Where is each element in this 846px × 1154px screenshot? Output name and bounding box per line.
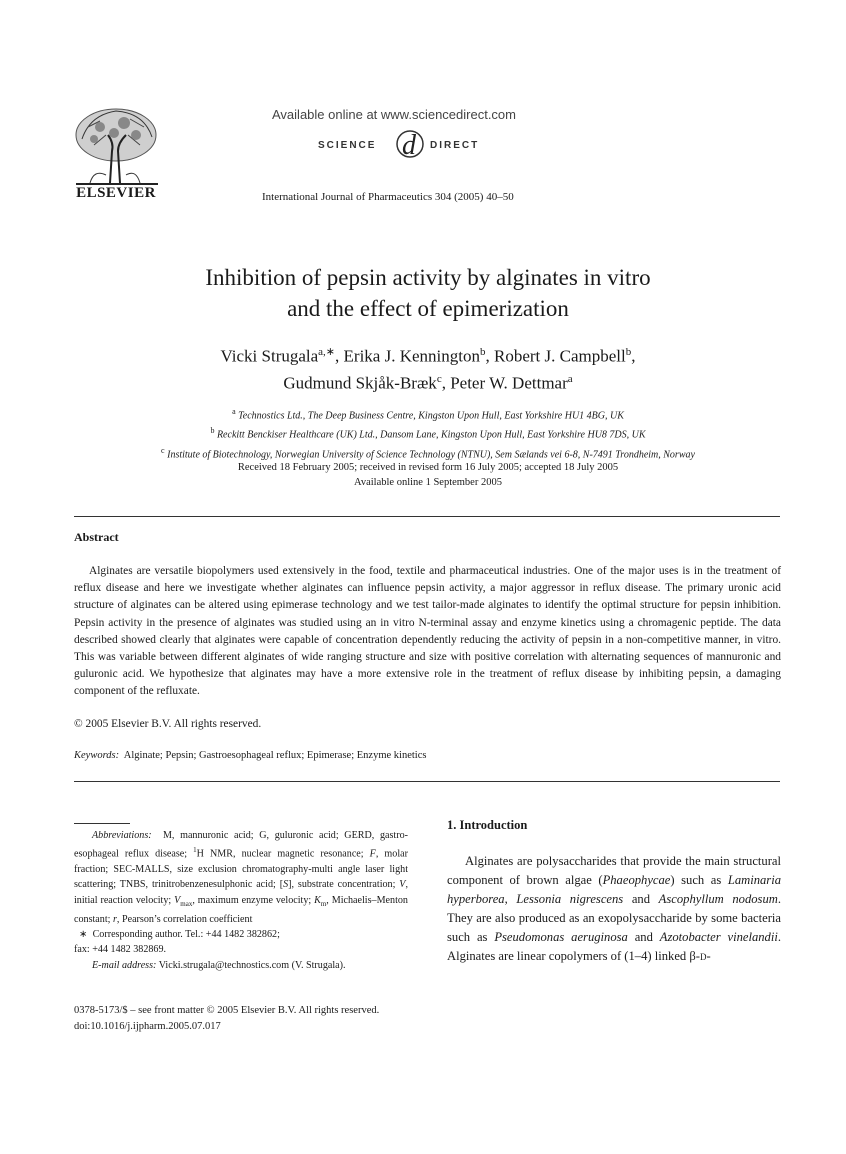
online-date: Available online 1 September 2005 [354, 477, 502, 488]
title-line-1: Inhibition of pepsin activity by alginates in vitro [205, 265, 651, 290]
affiliation-c: $^c$ Institute of Biotechnology, Norwegian University of Science Technology (NTNU), Sem Sælands vei 6-8, N-7491 Trondheim, Norway [161, 445, 695, 460]
footnotes [74, 828, 408, 973]
section-heading-introduction: 1. Introduction [447, 818, 528, 832]
author-affil-sup: b [479, 346, 486, 358]
received-dates: Received 18 February 2005; received in revised form 16 July 2005; accepted 18 July 2005 [237, 462, 619, 473]
article-title [60, 262, 796, 324]
author-name: Erika J. Kennington [343, 346, 480, 366]
abstract-body: Alginates are versatile biopolymers used extensively in the food, textile and pharmaceutical industries. One of the major uses is in the treatment of reflux disease and here we investigate whether alginates can influence pepsin activity, a major aggressor in reflux disease. The primary uronic acid structure of alginates can be altered using epimerase technology and we test tailor-made alginates to identify the optimal structure for pepsin inhibition. Pepsin activity in the presence of alginates was studied using an in vitro N-terminal assay and enzyme kinetics using a chromagenic peptide. The data described showed clearly that alginates were capable of concentration dependently reducing the activity of pepsin in a non-competitive manner, in vitro. This was variable between different alginates of wide ranging structure and size with positive correlation with alternating sequences of mannuronic and guluronic acid. We hypothesize that alginates may have a more extensive role in the treatment of reflux disease by inhibiting pepsin, a damaging component of the refluxate. [74, 565, 781, 698]
abbreviations-footnote: Abbreviations: M, mannuronic acid; G, guluronic acid; GERD, gastro-esophageal reflux disease; $^1$H NMR, nuclear magnetic resonance; F, molar fraction; SEC-MALLS, size exclusion chromatography-multi angle laser light scattering; TNBS, trinitrobenzenesulphonic acid; [S], substrate concentration; V, initial reaction velocity; $V_{max}$, maximum enzyme velocity; $K_m$, Michaelis–Menton constant; r, Pearson’s correlation coefficient [74, 830, 408, 925]
introduction-paragraph: Alginates are polysaccharides that provide the main structural component of brown algae (Phaeophycae) such as Laminaria hyperborea, Lessonia nigrescens and Ascophyllum nodosum. They are also produced as an exopolysaccharide by some bacteria such as Pseudomonas aeruginosa and Azotobacter vinelandii. Alginates are linear copolymers of (1–4) linked β-D- [447, 854, 782, 964]
article-dates [60, 460, 796, 490]
author-name: Robert J. Campbell [493, 346, 626, 366]
author-name: Vicki Strugala [220, 346, 319, 366]
affiliation-b: $^b$ Reckitt Benckiser Healthcare (UK) Ltd., Dansom Lane, Kingston Upon Hull, East Yorkshire HU8 7DS, UK [210, 426, 646, 441]
doi-line[interactable]: doi:10.1016/j.ijpharm.2005.07.017 [74, 1021, 221, 1032]
keywords [74, 750, 426, 761]
elsevier-tree-logo [70, 105, 162, 187]
available-online-text: Available online at www.sciencedirect.com [272, 107, 516, 122]
corresponding-fax: fax: +44 1482 382869. [74, 944, 167, 956]
author-name: Gudmund Skjåk-Bræk [283, 373, 437, 393]
sd-logo-direct: DIRECT [430, 140, 480, 151]
author-list: Vicki Strugala$^{a,∗}$, Erika J. Kennington$^b$, Robert J. Campbell$^b$, Gudmund Skjåk-Bræk$^c$, Peter W. Dettmar$^a$ [220, 346, 636, 393]
author-affil-sup: a [567, 372, 573, 385]
sd-logo-science: SCIENCE [318, 140, 377, 151]
sciencedirect-logo [318, 126, 514, 164]
abstract-heading: Abstract [74, 530, 119, 544]
keywords-label: Keywords: [74, 750, 120, 761]
author-name: Peter W. Dettmar [450, 373, 568, 393]
journal-reference: International Journal of Pharmaceutics 304 (2005) 40–50 [262, 191, 514, 203]
footnote-divider [74, 823, 130, 824]
divider [74, 516, 780, 517]
author-affil-sup: a,∗ [318, 346, 336, 358]
email-link[interactable]: Vicki.strugala@technostics.com (V. Strugala). [158, 959, 346, 971]
divider [74, 781, 780, 782]
corresponding-author-footnote: ∗ Corresponding author. Tel.: +44 1482 382862; [79, 929, 280, 941]
affiliations [40, 404, 816, 462]
issn-doi [74, 1003, 379, 1035]
author-affil-sup: b [625, 346, 632, 358]
issn-line: 0378-5173/$ – see front matter © 2005 Elsevier B.V. All rights reserved. [74, 1005, 380, 1016]
author-affil-sup: c [436, 372, 442, 385]
svg-text:d: d [402, 130, 416, 161]
title-line-2: and the effect of epimerization [287, 296, 569, 321]
affiliation-a: $^a$ Technostics Ltd., The Deep Business Centre, Kingston Upon Hull, East Yorkshire HU1 4BG, UK [232, 407, 624, 422]
publisher-name: ELSEVIER [76, 185, 156, 201]
copyright-notice: © 2005 Elsevier B.V. All rights reserved. [74, 718, 262, 730]
keywords-list: Alginate; Pepsin; Gastroesophageal reflux; Epimerase; Enzyme kinetics [123, 750, 427, 761]
email-footnote: E-mail address: Vicki.strugala@technostics.com (V. Strugala). [92, 959, 346, 971]
